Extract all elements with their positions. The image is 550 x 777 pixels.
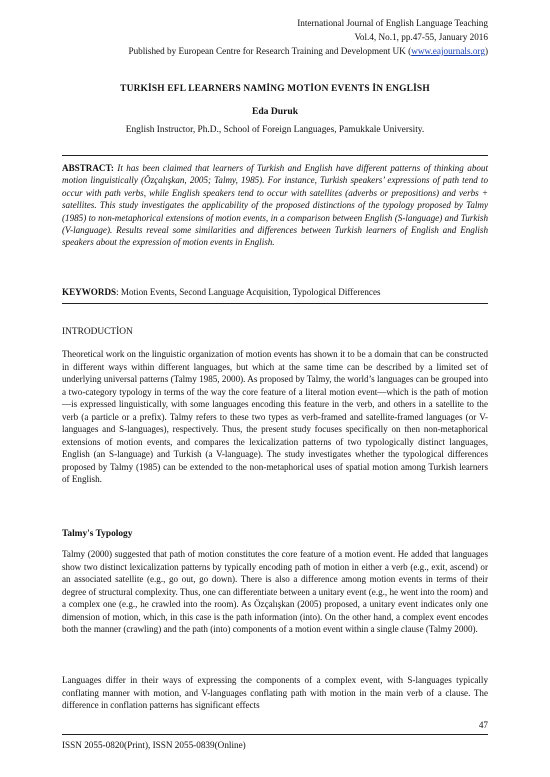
journal-volume: Vol.4, No.1, pp.47-55, January 2016 [354,32,488,42]
introduction-heading: INTRODUCTİON [62,327,133,337]
keywords [62,286,488,298]
typology-heading: Talmy's Typology [62,529,133,539]
introduction-paragraph: Theoretical work on the linguistic organization of motion events has shown it to be a domain that can be constructed in different ways within different languages, but which at the same time can be described by a limited set of underlying universal patterns (Talmy 1985, 2000). As proposed by Talmy, the world’s languages can be grouped into a two-category typology in terms of the way the core feature of a literal motion event—which is the path of motion—is expressed linguistically, with some languages encoding this feature in the verb, and others in a satellite to the verb (a particle or a prefix). Talmy refers to these two types as verb-framed and satellite-framed languages (or V-languages and S-languages), respectively. Thus, the present study focuses specifically on then non-metaphorical extensions of motion events, and compares the lexicalization patterns of two typologically distinct languages, English (an S-language) and Turkish (a V-language). The study investigates whether the typological differences proposed by Talmy (1985) can be extended to the non-metaphorical uses of spatial motion among Turkish learners of English. [62,349,488,484]
typology-paragraph-1: Talmy (2000) suggested that path of motion constitutes the core feature of a motion event. He added that languages show two distinct lexicalization patterns by typically encoding path of motion in either a verb (e.g., exit, ascend) or an associated satellite (e.g., go out, go down). There is also a difference among motion events in terms of their degree of structural complexity. Thus, one can differentiate between a unitary event (e.g., he went into the room) and a complex one (e.g., he crawled into the room). As Özçalışkan (2005) proposed, a unitary event indicates only one dimension of motion, which, in this case is the path information (into). On the other hand, a complex event encodes both the manner (crawling) and the path (into) components of a motion event within a single clause (Talmy 2000). [62,549,488,634]
abstract-text: It has been claimed that learners of Turkish and English have different patterns of thinking about motion linguistically (Özçalışkan, 2005; Talmy, 1985). For instance, Turkish speakers’ expressions of path tend to occur with path verbs, while English speakers tend to occur with satellites (adverbs or prepositions) and verbs + satellites. This study investigates the applicability of the proposed distinctions of the typology proposed by Talmy (1985) to non-metaphorical extensions of motion events, in a comparison between English (S-language) and Turkish (V-language). Results reveal some similarities and differences between Turkish learners of English and English speakers about the expression of motion events in English. [62,163,488,248]
article-title: TURKİSH EFL LEARNERS NAMİNG MOTİON EVENTS İN ENGLİSH [120,84,430,94]
abstract [62,162,488,249]
divider [62,303,488,304]
keywords-text: : Motion Events, Second Language Acquisition, Typological Differences [116,287,381,297]
publisher-prefix: Published by European Centre for Research Training and Development UK ( [128,46,412,56]
publisher-link[interactable]: www.eajournals.org [411,46,485,56]
footer-divider [62,734,488,735]
page-number: 47 [478,720,488,730]
abstract-label: ABSTRACT: [62,163,114,173]
author-affiliation: English Instructor, Ph.D., School of Foreign Languages, Pamukkale University. [125,125,425,135]
journal-header [58,16,488,58]
typology-paragraph-2: Languages differ in their ways of expressing the components of a complex event, with S-languages typically conflating manner with motion, and V-languages conflating path with motion in the main verb of a clause. The difference in conflation patterns has significant effects [62,675,488,710]
article-author: Eda Duruk [251,106,299,117]
publisher-suffix: ) [484,46,488,56]
journal-name: International Journal of English Language Teaching [297,18,488,28]
publisher-line [58,44,488,58]
divider [62,155,488,156]
issn-line: ISSN 2055-0820(Print), ISSN 2055-0839(Online) [62,740,246,750]
keywords-label: KEYWORDS [62,287,117,297]
